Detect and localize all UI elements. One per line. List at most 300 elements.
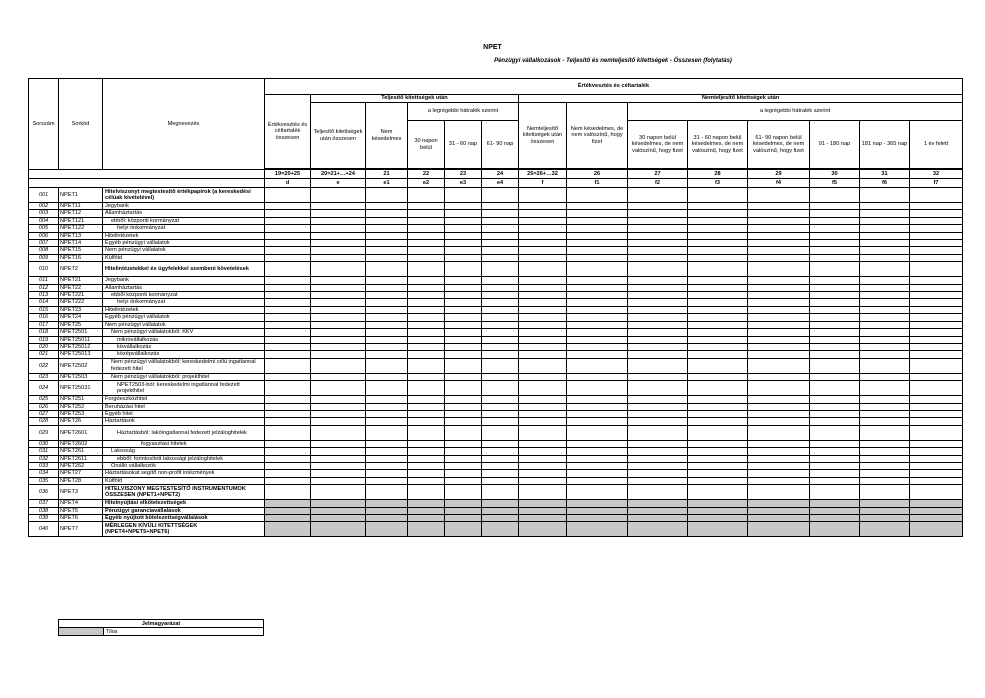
data-cell[interactable] (628, 403, 688, 410)
data-cell[interactable] (688, 396, 748, 403)
data-cell[interactable] (265, 254, 311, 261)
data-cell[interactable] (748, 455, 810, 462)
data-cell[interactable] (519, 336, 567, 343)
data-cell[interactable] (482, 396, 519, 403)
data-cell[interactable] (567, 507, 628, 514)
data-cell[interactable] (860, 277, 910, 284)
data-cell[interactable] (408, 336, 445, 343)
data-cell[interactable] (366, 448, 408, 455)
data-cell[interactable] (860, 321, 910, 328)
data-cell[interactable] (482, 485, 519, 500)
data-cell[interactable] (688, 240, 748, 247)
data-cell[interactable] (445, 225, 482, 232)
data-cell[interactable] (567, 314, 628, 321)
data-cell[interactable] (482, 306, 519, 313)
data-cell[interactable] (482, 500, 519, 507)
data-cell[interactable] (567, 225, 628, 232)
data-cell[interactable] (628, 232, 688, 239)
data-cell[interactable] (688, 500, 748, 507)
data-cell[interactable] (567, 284, 628, 291)
data-cell[interactable] (910, 515, 963, 522)
data-cell[interactable] (265, 210, 311, 217)
data-cell[interactable] (445, 448, 482, 455)
data-cell[interactable] (311, 351, 366, 358)
data-cell[interactable] (810, 507, 860, 514)
data-cell[interactable] (408, 210, 445, 217)
data-cell[interactable] (567, 396, 628, 403)
data-cell[interactable] (408, 418, 445, 425)
data-cell[interactable] (482, 373, 519, 380)
data-cell[interactable] (860, 358, 910, 373)
data-cell[interactable] (519, 403, 567, 410)
data-cell[interactable] (688, 522, 748, 537)
data-cell[interactable] (628, 314, 688, 321)
data-cell[interactable] (810, 358, 860, 373)
data-cell[interactable] (265, 247, 311, 254)
data-cell[interactable] (748, 299, 810, 306)
data-cell[interactable] (910, 336, 963, 343)
data-cell[interactable] (860, 225, 910, 232)
data-cell[interactable] (910, 232, 963, 239)
data-cell[interactable] (567, 203, 628, 210)
data-cell[interactable] (445, 425, 482, 440)
data-cell[interactable] (810, 418, 860, 425)
data-cell[interactable] (408, 217, 445, 224)
data-cell[interactable] (910, 455, 963, 462)
data-cell[interactable] (567, 403, 628, 410)
data-cell[interactable] (567, 440, 628, 447)
data-cell[interactable] (628, 440, 688, 447)
data-cell[interactable] (628, 203, 688, 210)
data-cell[interactable] (748, 500, 810, 507)
data-cell[interactable] (408, 254, 445, 261)
data-cell[interactable] (628, 500, 688, 507)
data-cell[interactable] (688, 425, 748, 440)
data-cell[interactable] (860, 292, 910, 299)
data-cell[interactable] (445, 277, 482, 284)
data-cell[interactable] (567, 343, 628, 350)
data-cell[interactable] (688, 203, 748, 210)
data-cell[interactable] (445, 306, 482, 313)
data-cell[interactable] (810, 462, 860, 469)
data-cell[interactable] (265, 232, 311, 239)
data-cell[interactable] (311, 507, 366, 514)
data-cell[interactable] (519, 381, 567, 396)
data-cell[interactable] (748, 358, 810, 373)
data-cell[interactable] (482, 329, 519, 336)
data-cell[interactable] (311, 477, 366, 484)
data-cell[interactable] (628, 455, 688, 462)
data-cell[interactable] (311, 277, 366, 284)
data-cell[interactable] (482, 336, 519, 343)
data-cell[interactable] (445, 232, 482, 239)
data-cell[interactable] (860, 522, 910, 537)
data-cell[interactable] (519, 351, 567, 358)
data-cell[interactable] (445, 418, 482, 425)
data-cell[interactable] (408, 485, 445, 500)
data-cell[interactable] (748, 440, 810, 447)
data-cell[interactable] (860, 440, 910, 447)
data-cell[interactable] (482, 351, 519, 358)
data-cell[interactable] (445, 381, 482, 396)
data-cell[interactable] (860, 343, 910, 350)
data-cell[interactable] (482, 440, 519, 447)
data-cell[interactable] (810, 240, 860, 247)
data-cell[interactable] (408, 440, 445, 447)
data-cell[interactable] (519, 373, 567, 380)
data-cell[interactable] (860, 329, 910, 336)
data-cell[interactable] (408, 455, 445, 462)
data-cell[interactable] (408, 188, 445, 203)
data-cell[interactable] (860, 462, 910, 469)
data-cell[interactable] (519, 284, 567, 291)
data-cell[interactable] (519, 329, 567, 336)
data-cell[interactable] (445, 254, 482, 261)
data-cell[interactable] (445, 410, 482, 417)
data-cell[interactable] (810, 403, 860, 410)
data-cell[interactable] (482, 477, 519, 484)
data-cell[interactable] (860, 515, 910, 522)
data-cell[interactable] (860, 299, 910, 306)
data-cell[interactable] (810, 396, 860, 403)
data-cell[interactable] (688, 277, 748, 284)
data-cell[interactable] (910, 507, 963, 514)
data-cell[interactable] (688, 321, 748, 328)
data-cell[interactable] (366, 203, 408, 210)
data-cell[interactable] (445, 336, 482, 343)
data-cell[interactable] (366, 440, 408, 447)
data-cell[interactable] (482, 455, 519, 462)
data-cell[interactable] (445, 188, 482, 203)
data-cell[interactable] (445, 358, 482, 373)
data-cell[interactable] (311, 203, 366, 210)
data-cell[interactable] (408, 477, 445, 484)
data-cell[interactable] (628, 485, 688, 500)
data-cell[interactable] (910, 448, 963, 455)
data-cell[interactable] (567, 448, 628, 455)
data-cell[interactable] (860, 448, 910, 455)
data-cell[interactable] (408, 306, 445, 313)
data-cell[interactable] (860, 240, 910, 247)
data-cell[interactable] (910, 217, 963, 224)
data-cell[interactable] (688, 470, 748, 477)
data-cell[interactable] (688, 448, 748, 455)
data-cell[interactable] (688, 358, 748, 373)
data-cell[interactable] (628, 358, 688, 373)
data-cell[interactable] (628, 321, 688, 328)
data-cell[interactable] (311, 217, 366, 224)
data-cell[interactable] (408, 522, 445, 537)
data-cell[interactable] (519, 254, 567, 261)
data-cell[interactable] (482, 343, 519, 350)
data-cell[interactable] (311, 462, 366, 469)
data-cell[interactable] (910, 240, 963, 247)
data-cell[interactable] (519, 188, 567, 203)
data-cell[interactable] (265, 314, 311, 321)
data-cell[interactable] (810, 225, 860, 232)
data-cell[interactable] (748, 522, 810, 537)
data-cell[interactable] (910, 373, 963, 380)
data-cell[interactable] (748, 462, 810, 469)
data-cell[interactable] (445, 329, 482, 336)
data-cell[interactable] (482, 254, 519, 261)
data-cell[interactable] (688, 254, 748, 261)
data-cell[interactable] (810, 351, 860, 358)
data-cell[interactable] (519, 306, 567, 313)
data-cell[interactable] (265, 455, 311, 462)
data-cell[interactable] (748, 477, 810, 484)
data-cell[interactable] (519, 448, 567, 455)
data-cell[interactable] (860, 455, 910, 462)
data-cell[interactable] (628, 188, 688, 203)
data-cell[interactable] (567, 418, 628, 425)
data-cell[interactable] (567, 351, 628, 358)
data-cell[interactable] (265, 381, 311, 396)
data-cell[interactable] (910, 440, 963, 447)
data-cell[interactable] (688, 462, 748, 469)
data-cell[interactable] (265, 292, 311, 299)
data-cell[interactable] (748, 448, 810, 455)
data-cell[interactable] (366, 403, 408, 410)
data-cell[interactable] (860, 418, 910, 425)
data-cell[interactable] (628, 396, 688, 403)
data-cell[interactable] (860, 373, 910, 380)
data-cell[interactable] (519, 515, 567, 522)
data-cell[interactable] (408, 343, 445, 350)
data-cell[interactable] (445, 515, 482, 522)
data-cell[interactable] (860, 381, 910, 396)
data-cell[interactable] (910, 321, 963, 328)
data-cell[interactable] (628, 262, 688, 277)
data-cell[interactable] (482, 418, 519, 425)
data-cell[interactable] (910, 277, 963, 284)
data-cell[interactable] (567, 277, 628, 284)
data-cell[interactable] (860, 425, 910, 440)
data-cell[interactable] (445, 485, 482, 500)
data-cell[interactable] (482, 240, 519, 247)
data-cell[interactable] (688, 247, 748, 254)
data-cell[interactable] (567, 217, 628, 224)
data-cell[interactable] (910, 403, 963, 410)
data-cell[interactable] (482, 314, 519, 321)
data-cell[interactable] (688, 210, 748, 217)
data-cell[interactable] (366, 410, 408, 417)
data-cell[interactable] (519, 203, 567, 210)
data-cell[interactable] (519, 418, 567, 425)
data-cell[interactable] (860, 254, 910, 261)
data-cell[interactable] (628, 343, 688, 350)
data-cell[interactable] (810, 277, 860, 284)
data-cell[interactable] (445, 247, 482, 254)
data-cell[interactable] (628, 336, 688, 343)
data-cell[interactable] (482, 203, 519, 210)
data-cell[interactable] (688, 403, 748, 410)
data-cell[interactable] (519, 240, 567, 247)
data-cell[interactable] (519, 507, 567, 514)
data-cell[interactable] (910, 343, 963, 350)
data-cell[interactable] (366, 232, 408, 239)
data-cell[interactable] (366, 240, 408, 247)
data-cell[interactable] (910, 396, 963, 403)
data-cell[interactable] (910, 500, 963, 507)
data-cell[interactable] (366, 188, 408, 203)
data-cell[interactable] (860, 203, 910, 210)
data-cell[interactable] (408, 507, 445, 514)
data-cell[interactable] (688, 314, 748, 321)
data-cell[interactable] (311, 373, 366, 380)
data-cell[interactable] (748, 507, 810, 514)
data-cell[interactable] (688, 306, 748, 313)
data-cell[interactable] (265, 448, 311, 455)
data-cell[interactable] (688, 381, 748, 396)
data-cell[interactable] (482, 381, 519, 396)
data-cell[interactable] (265, 403, 311, 410)
data-cell[interactable] (688, 336, 748, 343)
data-cell[interactable] (265, 306, 311, 313)
data-cell[interactable] (567, 470, 628, 477)
data-cell[interactable] (628, 306, 688, 313)
data-cell[interactable] (567, 247, 628, 254)
data-cell[interactable] (482, 292, 519, 299)
data-cell[interactable] (366, 329, 408, 336)
data-cell[interactable] (688, 455, 748, 462)
data-cell[interactable] (567, 485, 628, 500)
data-cell[interactable] (748, 217, 810, 224)
data-cell[interactable] (445, 284, 482, 291)
data-cell[interactable] (265, 477, 311, 484)
data-cell[interactable] (628, 329, 688, 336)
data-cell[interactable] (810, 522, 860, 537)
data-cell[interactable] (408, 462, 445, 469)
data-cell[interactable] (860, 485, 910, 500)
data-cell[interactable] (408, 299, 445, 306)
data-cell[interactable] (748, 418, 810, 425)
data-cell[interactable] (628, 217, 688, 224)
data-cell[interactable] (265, 425, 311, 440)
data-cell[interactable] (810, 440, 860, 447)
data-cell[interactable] (810, 217, 860, 224)
data-cell[interactable] (366, 351, 408, 358)
data-cell[interactable] (265, 410, 311, 417)
data-cell[interactable] (482, 262, 519, 277)
data-cell[interactable] (860, 403, 910, 410)
data-cell[interactable] (628, 418, 688, 425)
data-cell[interactable] (482, 232, 519, 239)
data-cell[interactable] (366, 485, 408, 500)
data-cell[interactable] (519, 217, 567, 224)
data-cell[interactable] (265, 358, 311, 373)
data-cell[interactable] (748, 210, 810, 217)
data-cell[interactable] (748, 292, 810, 299)
data-cell[interactable] (408, 448, 445, 455)
data-cell[interactable] (311, 336, 366, 343)
data-cell[interactable] (567, 381, 628, 396)
data-cell[interactable] (748, 277, 810, 284)
data-cell[interactable] (688, 477, 748, 484)
data-cell[interactable] (688, 373, 748, 380)
data-cell[interactable] (482, 210, 519, 217)
data-cell[interactable] (810, 410, 860, 417)
data-cell[interactable] (482, 277, 519, 284)
data-cell[interactable] (366, 522, 408, 537)
data-cell[interactable] (519, 500, 567, 507)
data-cell[interactable] (810, 306, 860, 313)
data-cell[interactable] (408, 403, 445, 410)
data-cell[interactable] (567, 232, 628, 239)
data-cell[interactable] (688, 440, 748, 447)
data-cell[interactable] (567, 522, 628, 537)
data-cell[interactable] (482, 507, 519, 514)
data-cell[interactable] (748, 373, 810, 380)
data-cell[interactable] (265, 343, 311, 350)
data-cell[interactable] (628, 381, 688, 396)
data-cell[interactable] (311, 418, 366, 425)
data-cell[interactable] (567, 321, 628, 328)
data-cell[interactable] (567, 240, 628, 247)
data-cell[interactable] (567, 500, 628, 507)
data-cell[interactable] (366, 254, 408, 261)
data-cell[interactable] (482, 188, 519, 203)
data-cell[interactable] (810, 299, 860, 306)
data-cell[interactable] (810, 314, 860, 321)
data-cell[interactable] (688, 232, 748, 239)
data-cell[interactable] (445, 351, 482, 358)
data-cell[interactable] (366, 470, 408, 477)
data-cell[interactable] (482, 284, 519, 291)
data-cell[interactable] (408, 351, 445, 358)
data-cell[interactable] (482, 425, 519, 440)
data-cell[interactable] (748, 314, 810, 321)
data-cell[interactable] (366, 507, 408, 514)
data-cell[interactable] (628, 477, 688, 484)
data-cell[interactable] (265, 500, 311, 507)
data-cell[interactable] (366, 336, 408, 343)
data-cell[interactable] (910, 410, 963, 417)
data-cell[interactable] (910, 203, 963, 210)
data-cell[interactable] (810, 284, 860, 291)
data-cell[interactable] (311, 262, 366, 277)
data-cell[interactable] (810, 321, 860, 328)
data-cell[interactable] (910, 358, 963, 373)
data-cell[interactable] (910, 306, 963, 313)
data-cell[interactable] (628, 225, 688, 232)
data-cell[interactable] (748, 336, 810, 343)
data-cell[interactable] (366, 418, 408, 425)
data-cell[interactable] (265, 522, 311, 537)
data-cell[interactable] (408, 292, 445, 299)
data-cell[interactable] (810, 381, 860, 396)
data-cell[interactable] (311, 314, 366, 321)
data-cell[interactable] (860, 470, 910, 477)
data-cell[interactable] (366, 210, 408, 217)
data-cell[interactable] (567, 358, 628, 373)
data-cell[interactable] (910, 462, 963, 469)
data-cell[interactable] (408, 247, 445, 254)
data-cell[interactable] (688, 485, 748, 500)
data-cell[interactable] (445, 343, 482, 350)
data-cell[interactable] (408, 396, 445, 403)
data-cell[interactable] (860, 217, 910, 224)
data-cell[interactable] (628, 351, 688, 358)
data-cell[interactable] (482, 321, 519, 328)
data-cell[interactable] (408, 500, 445, 507)
data-cell[interactable] (366, 306, 408, 313)
data-cell[interactable] (910, 425, 963, 440)
data-cell[interactable] (810, 448, 860, 455)
data-cell[interactable] (408, 203, 445, 210)
data-cell[interactable] (519, 247, 567, 254)
data-cell[interactable] (748, 470, 810, 477)
